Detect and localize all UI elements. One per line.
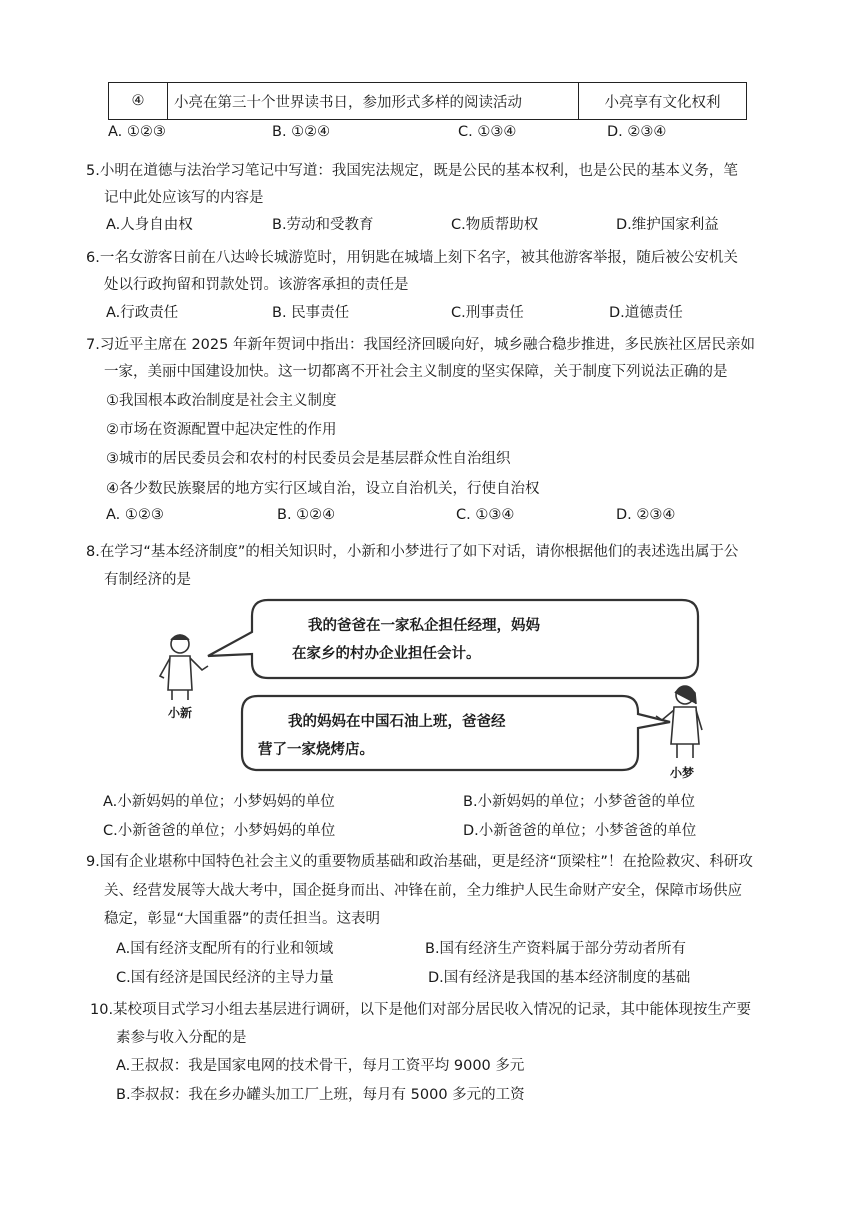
q10-line-1: 10.某校项目式学习小组去基层进行调研，以下是他们对部分居民收入情况的记录，其中能体现按生产要	[90, 1002, 752, 1018]
q7-statement-1: ①我国根本政治制度是社会主义制度	[106, 393, 337, 409]
speech-bubble-1	[208, 600, 698, 678]
table-cell-event: 小亮在第三十个世界读书日，参加形式多样的阅读活动	[168, 83, 579, 120]
table-row	[109, 83, 747, 120]
q4-option-d: D. ②③④	[607, 124, 667, 140]
q6-option-d: D.道德责任	[609, 305, 683, 321]
q6-option-b: B. 民事责任	[272, 305, 350, 321]
q7-option-c: C. ①③④	[456, 507, 515, 523]
q8-option-a: A.小新妈妈的单位；小梦妈妈的单位	[103, 794, 335, 810]
q5-option-d: D.维护国家利益	[616, 217, 719, 233]
table-cell-right: 小亮享有文化权利	[579, 83, 747, 120]
boy-figure	[160, 635, 208, 700]
q10-option-a: A.王叔叔：我是国家电网的技术骨干，每月工资平均 9000 多元	[116, 1058, 525, 1074]
q7-line-1: 7.习近平主席在 2025 年新年贺词中指出：我国经济回暖向好，城乡融合稳步推进，多民族社区居民亲如	[86, 337, 755, 353]
bubble-2-line-2: 营了一家烧烤店。	[258, 741, 374, 758]
q9-line-1: 9.国有企业堪称中国特色社会主义的重要物质基础和政治基础，更是经济“顶梁柱”！在抢险救灾、科研攻	[86, 854, 753, 870]
q5-option-c: C.物质帮助权	[451, 217, 539, 233]
q6-line-1: 6.一名女游客日前在八达岭长城游览时，用钥匙在城墙上刻下名字，被其他游客举报，随后被公安机关	[86, 250, 738, 266]
q7-statement-4: ④各少数民族聚居的地方实行区域自治，设立自治机关，行使自治权	[106, 481, 540, 497]
q4-option-c: C. ①③④	[458, 124, 517, 140]
q8-option-d: D.小新爸爸的单位；小梦爸爸的单位	[463, 823, 697, 839]
q5-option-b: B.劳动和受教育	[272, 217, 374, 233]
q7-line-2: 一家，美丽中国建设加快。这一切都离不开社会主义制度的坚实保障，关于制度下列说法正确的是	[104, 364, 728, 380]
q4-option-a: A. ①②③	[108, 124, 166, 140]
q9-line-2: 关、经营发展等大战大考中，国企挺身而出、冲锋在前，全力维护人民生命财产安全，保障市场供应	[104, 883, 742, 899]
q4-option-b: B. ①②④	[272, 124, 331, 140]
q10-option-b: B.李叔叔：我在乡办罐头加工厂上班，每月有 5000 多元的工资	[116, 1087, 525, 1103]
q7-statement-2: ②市场在资源配置中起决定性的作用	[106, 422, 337, 438]
q9-option-a: A.国有经济支配所有的行业和领域	[116, 941, 334, 957]
q9-option-b: B.国有经济生产资料属于部分劳动者所有	[425, 941, 687, 957]
q6-option-a: A.行政责任	[106, 305, 179, 321]
q8-option-c: C.小新爸爸的单位；小梦妈妈的单位	[103, 823, 336, 839]
q6-line-2: 处以行政拘留和罚款处罚。该游客承担的责任是	[104, 277, 409, 293]
q7-option-b: B. ①②④	[277, 507, 336, 523]
dialogue-illustration	[150, 592, 710, 782]
q5-option-a: A.人身自由权	[106, 217, 193, 233]
q5-line-2: 记中此处应该写的内容是	[104, 190, 264, 206]
q5-line-1: 5.小明在道德与法治学习笔记中写道：我国宪法规定，既是公民的基本权利，也是公民的基本义务，笔	[86, 163, 738, 179]
bubble-2-line-1: 我的妈妈在中国石油上班，爸爸经	[288, 713, 506, 730]
name-right: 小梦	[670, 766, 695, 780]
bubble-1-line-2: 在家乡的村办企业担任会计。	[292, 645, 481, 662]
name-left: 小新	[168, 706, 193, 720]
bubble-1-line-1: 我的爸爸在一家私企担任经理，妈妈	[308, 617, 540, 634]
q9-option-d: D.国有经济是我国的基本经济制度的基础	[428, 970, 691, 986]
q7-option-d: D. ②③④	[616, 507, 676, 523]
q9-line-3: 稳定，彰显“大国重器”的责任担当。这表明	[104, 911, 381, 927]
answer-table	[108, 82, 747, 120]
q10-line-2: 素参与收入分配的是	[116, 1030, 247, 1046]
q8-option-b: B.小新妈妈的单位；小梦爸爸的单位	[463, 794, 696, 810]
table-cell-number: ④	[109, 83, 168, 120]
q8-line-1: 8.在学习“基本经济制度”的相关知识时，小新和小梦进行了如下对话，请你根据他们的表述选出属于公	[86, 544, 739, 560]
q7-statement-3: ③城市的居民委员会和农村的村民委员会是基层群众性自治组织	[106, 451, 511, 467]
q8-line-2: 有制经济的是	[104, 572, 191, 588]
q9-option-c: C.国有经济是国民经济的主导力量	[116, 970, 334, 986]
q7-option-a: A. ①②③	[106, 507, 164, 523]
q6-option-c: C.刑事责任	[451, 305, 524, 321]
